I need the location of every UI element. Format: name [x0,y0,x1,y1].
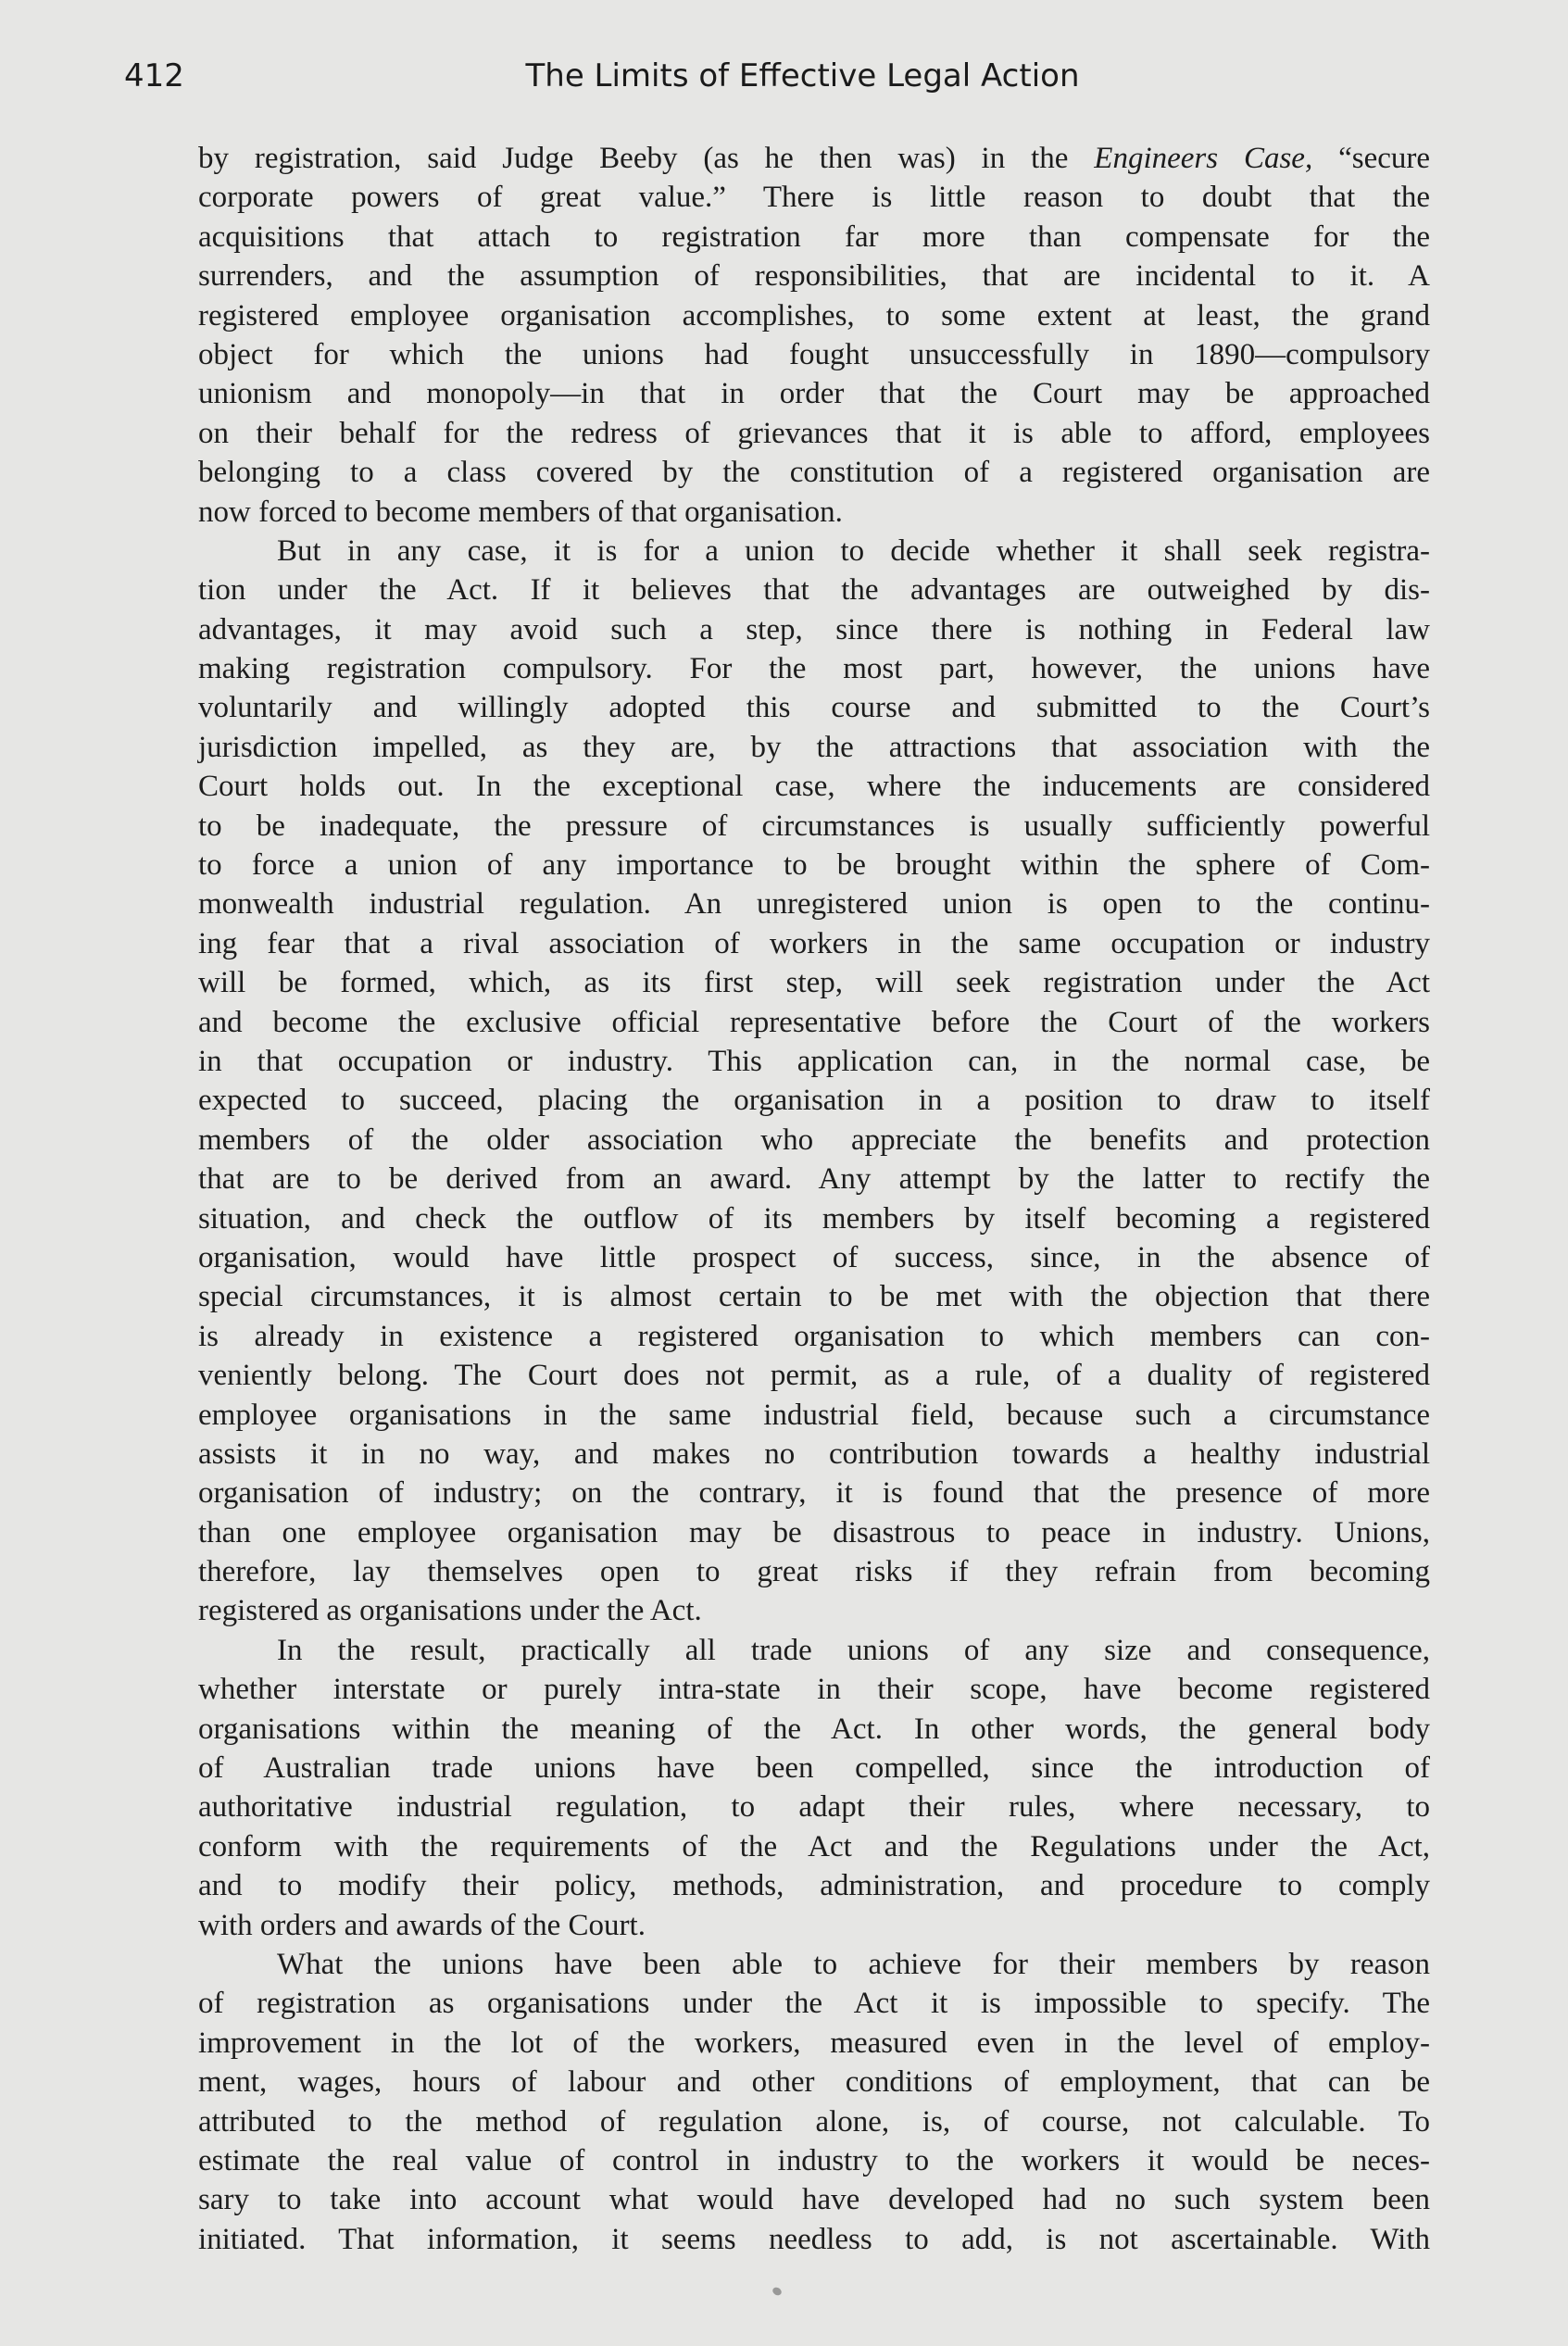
text-line: belonging to a class covered by the constitution of a registered organisation are [198,456,1430,490]
text-line [198,139,1430,178]
text-line: monwealth industrial regulation. An unregistered union is open to the continu- [198,887,1430,922]
text-line: organisations within the meaning of the Act. In other words, the general body [198,1712,1430,1746]
text-line: unionism and monopoly—in that in order that the Court may be approached [198,377,1430,411]
text-line: whether interstate or purely intra-state in their scope, have become registered [198,1673,1430,1707]
text-line: What the unions have been able to achieve for their members by reason [277,1947,1430,1981]
text-line: object for which the unions had fought unsuccessfully in 1890—compulsory [198,337,1430,371]
text-line: organisation, would have little prospect of success, since, in the absence of [198,1240,1430,1274]
page-number: 412 [124,57,184,94]
text-line: will be formed, which, as its first step, will seek registration under the Act [198,966,1430,1000]
running-title: The Limits of Effective Legal Action [525,57,1080,94]
text-line: special circumstances, it is almost certain to be met with the objection that there [198,1280,1430,1314]
text-line: is already in existence a registered organisation to which members can con- [198,1319,1430,1353]
text-line: Court holds out. In the exceptional case, where the inducements are considered [198,770,1430,804]
text-line: in that occupation or industry. This application can, in the normal case, be [198,1044,1430,1078]
italic-case-name: Engineers Case, [1094,142,1313,175]
text-line: acquisitions that attach to registration far more than compensate for the [198,220,1430,254]
text-line: sary to take into account what would have developed had no such system been [198,2183,1430,2217]
text-line: that are to be derived from an award. Any attempt by the latter to rectify the [198,1162,1430,1197]
text-line: registered employee organisation accomplishes, to some extent at least, the grand [198,298,1430,332]
text-line: But in any case, it is for a union to decide whether it shall seek registra- [277,533,1430,568]
paragraph [198,1631,1430,1945]
text-line: on their behalf for the redress of grievances that it is able to afford, employees [198,416,1430,450]
paragraph [198,1945,1430,2259]
text-line: initiated. That information, it seems needless to add, is not ascertainable. With [198,2222,1430,2256]
text-line: assists it in no way, and makes no contribution towards a healthy industrial [198,1436,1430,1471]
text-line: of Australian trade unions have been compelled, since the introduction of [198,1751,1430,1786]
text-line: estimate the real value of control in industry to the workers it would be neces- [198,2143,1430,2177]
text-line: attributed to the method of regulation alone, is, of course, not calculable. To [198,2104,1430,2139]
text-line: conform with the requirements of the Act and the Regulations under the Act, [198,1829,1430,1863]
text-line: to be inadequate, the pressure of circumstances is usually sufficiently powerful [198,809,1430,843]
text-line: and become the exclusive official representative before the Court of the workers [198,1005,1430,1039]
paragraph [198,139,1430,532]
text-line: jurisdiction impelled, as they are, by the attractions that association with the [198,730,1430,764]
text-line: expected to succeed, placing the organisation in a position to draw to itself [198,1084,1430,1118]
text-line: improvement in the lot of the workers, measured even in the level of employ- [198,2026,1430,2060]
text-line: now forced to become members of that organisation. [198,495,843,529]
text-line: corporate powers of great value.” There is little reason to doubt that the [198,181,1430,215]
text-line: employee organisations in the same industrial field, because such a circumstance [198,1398,1430,1432]
text-line: registered as organisations under the Act. [198,1594,702,1628]
text-line: with orders and awards of the Court. [198,1908,646,1942]
text-segment: “secure [1312,142,1431,175]
paragraph [198,532,1430,1631]
text-line: advantages, it may avoid such a step, since there is nothing in Federal law [198,612,1430,646]
text-line: situation, and check the outflow of its members by itself becoming a registered [198,1201,1430,1236]
text-line: of registration as organisations under the Act it is impossible to specify. The [198,1987,1430,2021]
text-line: tion under the Act. If it believes that the advantages are outweighed by dis- [198,573,1430,608]
text-line: surrenders, and the assumption of responsibilities, that are incidental to it. A [198,259,1430,294]
text-segment: by registration, said Judge Beeby (as he then was) in the [198,142,1095,175]
text-line: voluntarily and willingly adopted this course and submitted to the Court’s [198,691,1430,725]
text-line: and to modify their policy, methods, administration, and procedure to comply [198,1869,1430,1903]
body-text [198,139,1430,2259]
text-line: members of the older association who appreciate the benefits and protection [198,1123,1430,1157]
print-smudge [771,2286,784,2297]
text-line: ing fear that a rival association of workers in the same occupation or industry [198,926,1430,960]
text-line: than one employee organisation may be disastrous to peace in industry. Unions, [198,1515,1430,1549]
text-line: to force a union of any importance to be brought within the sphere of Com- [198,848,1430,883]
text-line: In the result, practically all trade unions of any size and consequence, [277,1633,1430,1667]
text-line: ment, wages, hours of labour and other conditions of employment, that can be [198,2065,1430,2100]
text-line: making registration compulsory. For the most part, however, the unions have [198,652,1430,686]
text-line: veniently belong. The Court does not permit, as a rule, of a duality of registered [198,1359,1430,1393]
text-line: therefore, lay themselves open to great risks if they refrain from becoming [198,1555,1430,1589]
text-line: authoritative industrial regulation, to adapt their rules, where necessary, to [198,1790,1430,1825]
text-line: organisation of industry; on the contrary, it is found that the presence of more [198,1476,1430,1511]
